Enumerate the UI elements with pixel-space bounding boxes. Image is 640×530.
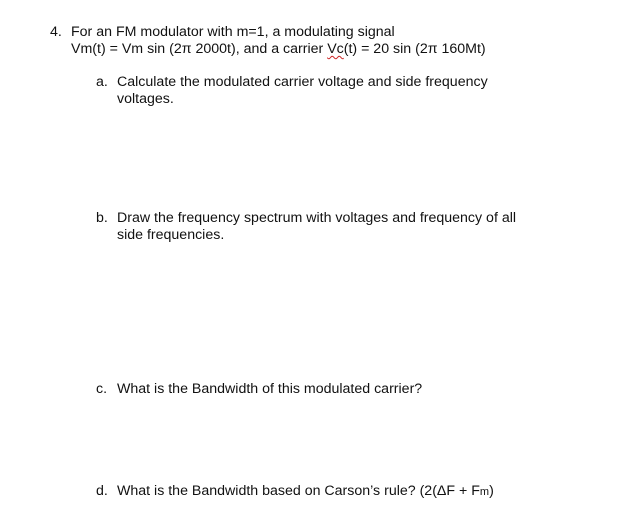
part-a-text-line-1: Calculate the modulated carrier voltage and side frequency [117,74,488,90]
question-text-line-1: For an FM modulator with m=1, a modulating signal [71,24,395,40]
part-a-letter: a. [96,74,108,90]
part-b-text-line-1: Draw the frequency spectrum with voltages and frequency of all [117,210,517,226]
part-a-text-line-2: voltages. [117,91,174,107]
question-text-line-2-end: (t) = 20 sin (2π 160Mt) [343,41,486,57]
part-d-text-end: ) [489,483,494,499]
spellcheck-flagged-word[interactable]: Vc [327,41,344,57]
part-c-text: What is the Bandwidth of this modulated carrier? [117,381,423,397]
part-d-text-start: What is the Bandwidth based on Carson’s rule? (2(ΔF + F [117,483,480,499]
part-b-letter: b. [96,210,108,226]
part-b-text-line-2: side frequencies. [117,227,225,243]
part-d-letter: d. [96,483,108,499]
part-d-subscript: m [479,486,490,498]
part-d-text [117,483,494,501]
question-text-line-2-start: Vm(t) = Vm sin (2π 2000t), and a carrier [71,41,328,57]
question-number: 4. [50,24,62,40]
part-c-letter: c. [96,381,108,397]
question-text-line-2 [71,41,486,58]
